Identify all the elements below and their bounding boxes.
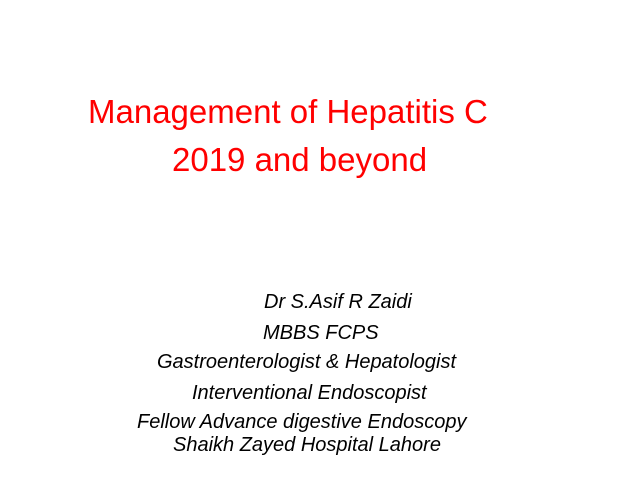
author-degrees: MBBS FCPS [263,322,379,344]
author-role: Interventional Endoscopist [192,382,427,404]
author-name: Dr S.Asif R Zaidi [264,291,412,313]
slide-title-line-1: Management of Hepatitis C [88,93,488,130]
author-fellowship: Fellow Advance digestive Endoscopy [137,411,467,433]
slide-title-line-2: 2019 and beyond [172,141,428,178]
author-hospital: Shaikh Zayed Hospital Lahore [173,434,441,456]
author-specialty: Gastroenterologist & Hepatologist [157,351,457,373]
